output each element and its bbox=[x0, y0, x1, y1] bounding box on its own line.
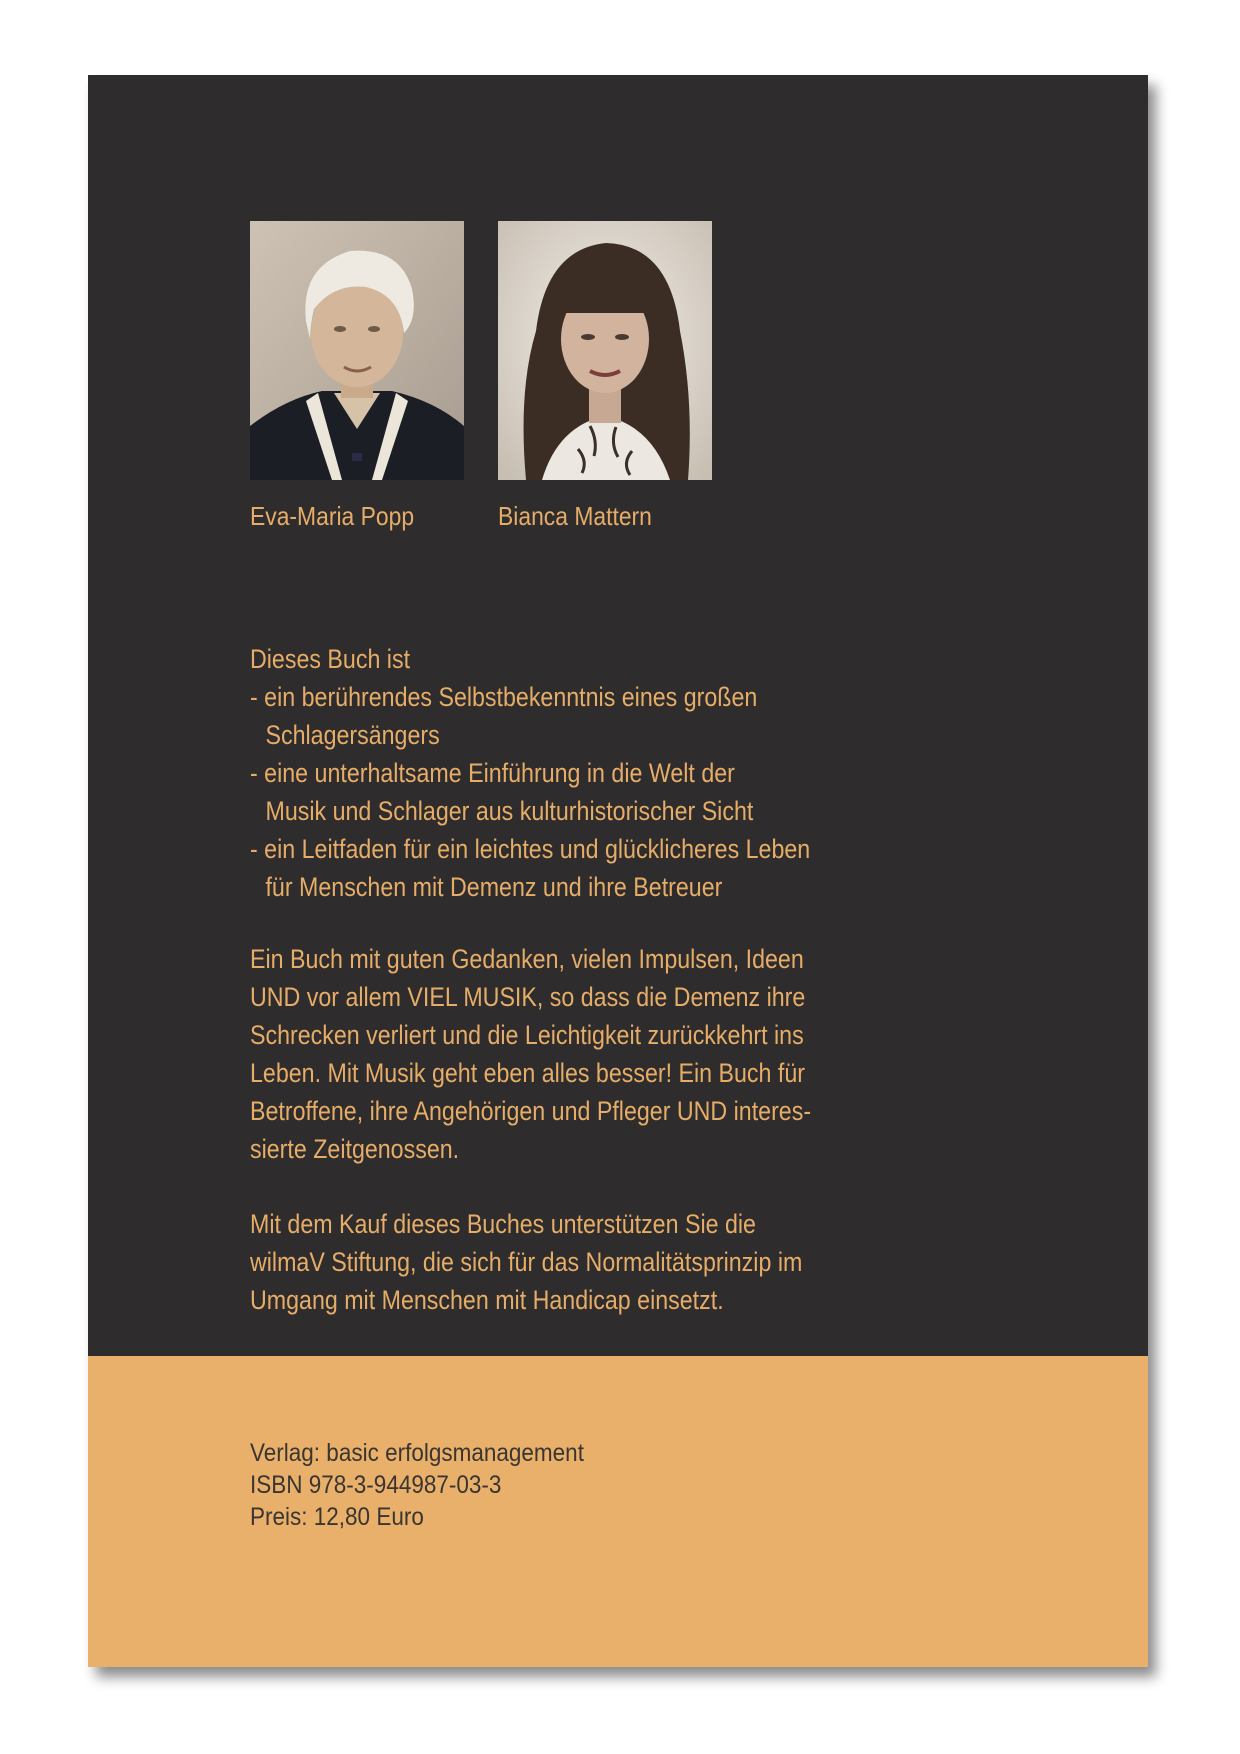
author-photo-bianca-mattern bbox=[498, 221, 712, 480]
description-line-3: Schrecken verliert und die Leichtigkeit zurückkehrt ins bbox=[250, 1020, 804, 1050]
intro-item-2-line-1: - eine unterhaltsame Einführung in die Welt der bbox=[250, 758, 735, 788]
intro-item-3-line-1: - ein Leitfaden für ein leichtes und glücklicheres Leben bbox=[250, 834, 811, 864]
publication-panel bbox=[88, 1356, 1148, 1667]
isbn-line: ISBN 978-3-944987-03-3 bbox=[250, 1471, 502, 1499]
intro-paragraph bbox=[250, 640, 904, 906]
author-photo-eva-maria-popp bbox=[250, 221, 464, 480]
support-line-2: wilmaV Stiftung, die sich für das Normalitätsprinzip im bbox=[250, 1247, 803, 1277]
book-back-cover bbox=[88, 75, 1148, 1667]
description-line-4: Leben. Mit Musik geht eben alles besser! Ein Buch für bbox=[250, 1058, 806, 1088]
description-line-1: Ein Buch mit guten Gedanken, vielen Impulsen, Ideen bbox=[250, 944, 804, 974]
description-line-6: sierte Zeitgenossen. bbox=[250, 1134, 460, 1164]
description-paragraph bbox=[250, 940, 904, 1168]
intro-lead: Dieses Buch ist bbox=[250, 644, 411, 674]
publication-info bbox=[250, 1437, 584, 1533]
support-line-3: Umgang mit Menschen mit Handicap einsetzt. bbox=[250, 1285, 724, 1315]
author-name-bianca-mattern: Bianca Mattern bbox=[498, 501, 652, 531]
dark-panel bbox=[88, 75, 1148, 1356]
intro-item-2-line-2: Musik und Schlager aus kulturhistorischer Sicht bbox=[265, 796, 754, 826]
intro-item-1-line-2: Schlagersängers bbox=[265, 720, 440, 750]
author-name-eva-maria-popp: Eva-Maria Popp bbox=[250, 501, 415, 531]
description-line-5: Betroffene, ihre Angehörigen und Pfleger UND interes- bbox=[250, 1096, 812, 1126]
intro-item-1-line-1: - ein berührendes Selbstbekenntnis eines großen bbox=[250, 682, 758, 712]
description-line-2: UND vor allem VIEL MUSIK, so dass die Demenz ihre bbox=[250, 982, 806, 1012]
support-paragraph bbox=[250, 1205, 904, 1319]
price-line: Preis: 12,80 Euro bbox=[250, 1503, 424, 1531]
intro-item-3-line-2: für Menschen mit Demenz und ihre Betreuer bbox=[265, 872, 723, 902]
support-line-1: Mit dem Kauf dieses Buches unterstützen Sie die bbox=[250, 1209, 756, 1239]
publisher-line: Verlag: basic erfolgsmanagement bbox=[250, 1439, 584, 1467]
